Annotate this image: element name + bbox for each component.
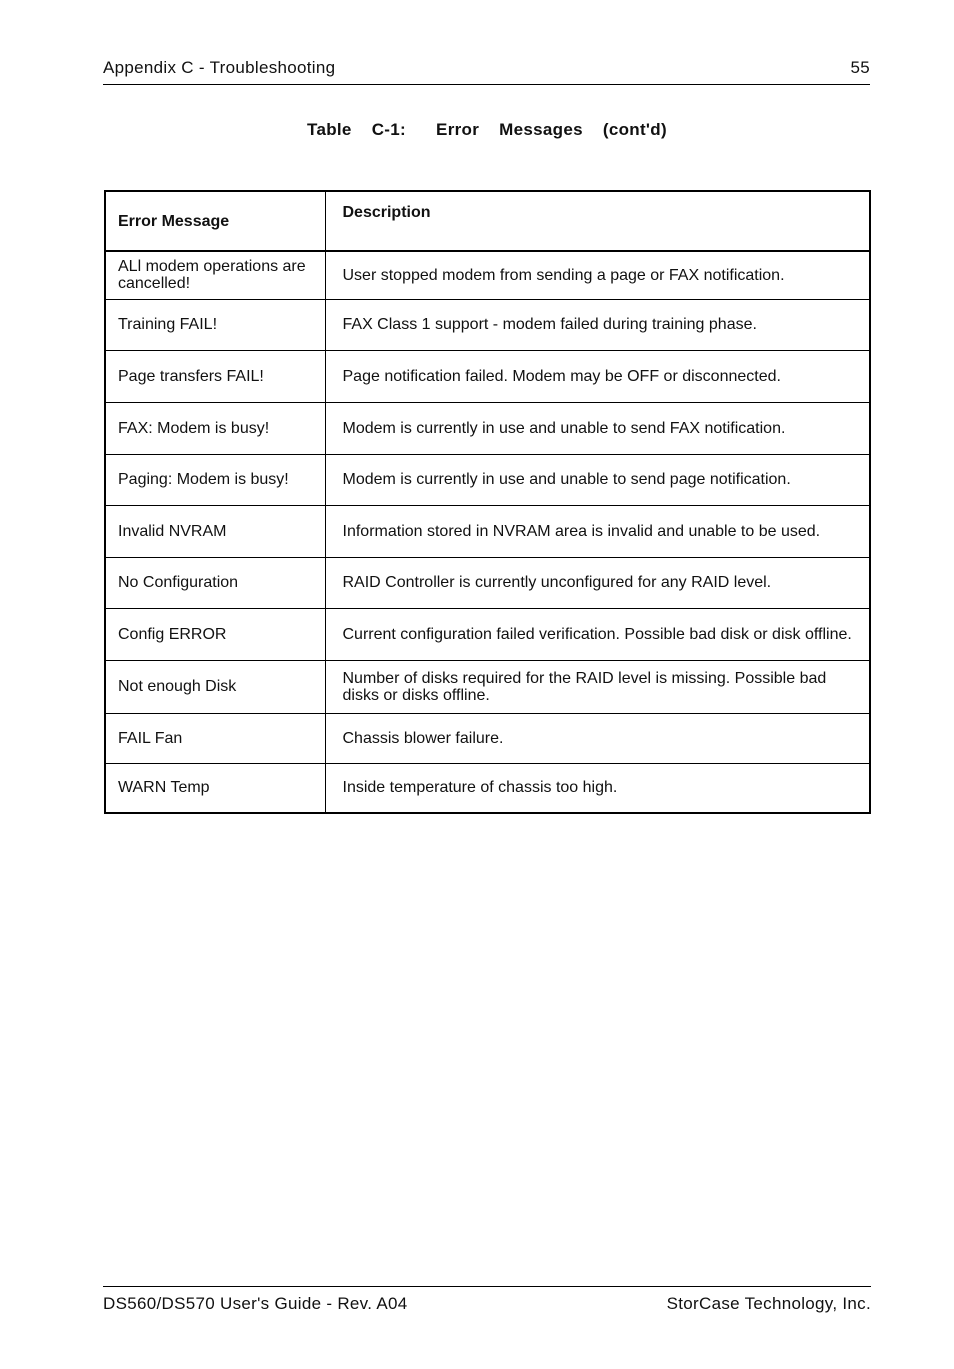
description-cell: Current configuration failed verification. Possible bad disk or disk offline. <box>325 608 870 660</box>
description-cell: Chassis blower failure. <box>325 713 870 763</box>
error-message-cell: Page transfers FAIL! <box>105 350 325 402</box>
description-cell: Modem is currently in use and unable to send page notification. <box>325 454 870 505</box>
error-message-cell: FAIL Fan <box>105 713 325 763</box>
table-row <box>105 608 870 660</box>
page-number: 55 <box>850 58 870 77</box>
error-message-cell: WARN Temp <box>105 763 325 813</box>
description-cell: User stopped modem from sending a page or FAX notification. <box>325 251 870 299</box>
description-cell: Information stored in NVRAM area is invalid and unable to be used. <box>325 505 870 557</box>
description-cell: Modem is currently in use and unable to send FAX notification. <box>325 402 870 454</box>
table-row <box>105 454 870 505</box>
description-cell: Number of disks required for the RAID level is missing. Possible bad disks or disks offline. <box>325 660 870 713</box>
error-message-cell: Training FAIL! <box>105 299 325 350</box>
error-message-cell: FAX: Modem is busy! <box>105 402 325 454</box>
description-cell: RAID Controller is currently unconfigured for any RAID level. <box>325 557 870 608</box>
table-row <box>105 402 870 454</box>
description-cell: Inside temperature of chassis too high. <box>325 763 870 813</box>
table-row <box>105 350 870 402</box>
table-row <box>105 251 870 299</box>
document-title: DS560/DS570 User's Guide - Rev. A04 <box>103 1294 408 1313</box>
table-row <box>105 299 870 350</box>
column-header-description: Description <box>325 191 870 251</box>
table-row <box>105 557 870 608</box>
description-cell: FAX Class 1 support - modem failed during training phase. <box>325 299 870 350</box>
table-row <box>105 505 870 557</box>
error-message-cell: Invalid NVRAM <box>105 505 325 557</box>
error-message-cell: ALl modem operations are cancelled! <box>105 251 325 299</box>
page-footer <box>103 1286 871 1313</box>
section-title: Appendix C - Troubleshooting <box>103 58 336 77</box>
table-row <box>105 713 870 763</box>
table-title: Table C-1: Error Messages (cont'd) <box>307 120 667 139</box>
error-message-cell: No Configuration <box>105 557 325 608</box>
error-message-cell: Config ERROR <box>105 608 325 660</box>
table-header-row <box>105 191 870 251</box>
company-name: StorCase Technology, Inc. <box>666 1294 871 1313</box>
error-message-cell: Not enough Disk <box>105 660 325 713</box>
error-message-cell: Paging: Modem is busy! <box>105 454 325 505</box>
page-header <box>103 58 870 85</box>
table-row <box>105 660 870 713</box>
error-messages-table <box>104 190 871 814</box>
column-header-error-message: Error Message <box>105 191 325 251</box>
description-cell: Page notification failed. Modem may be OFF or disconnected. <box>325 350 870 402</box>
table-row <box>105 763 870 813</box>
